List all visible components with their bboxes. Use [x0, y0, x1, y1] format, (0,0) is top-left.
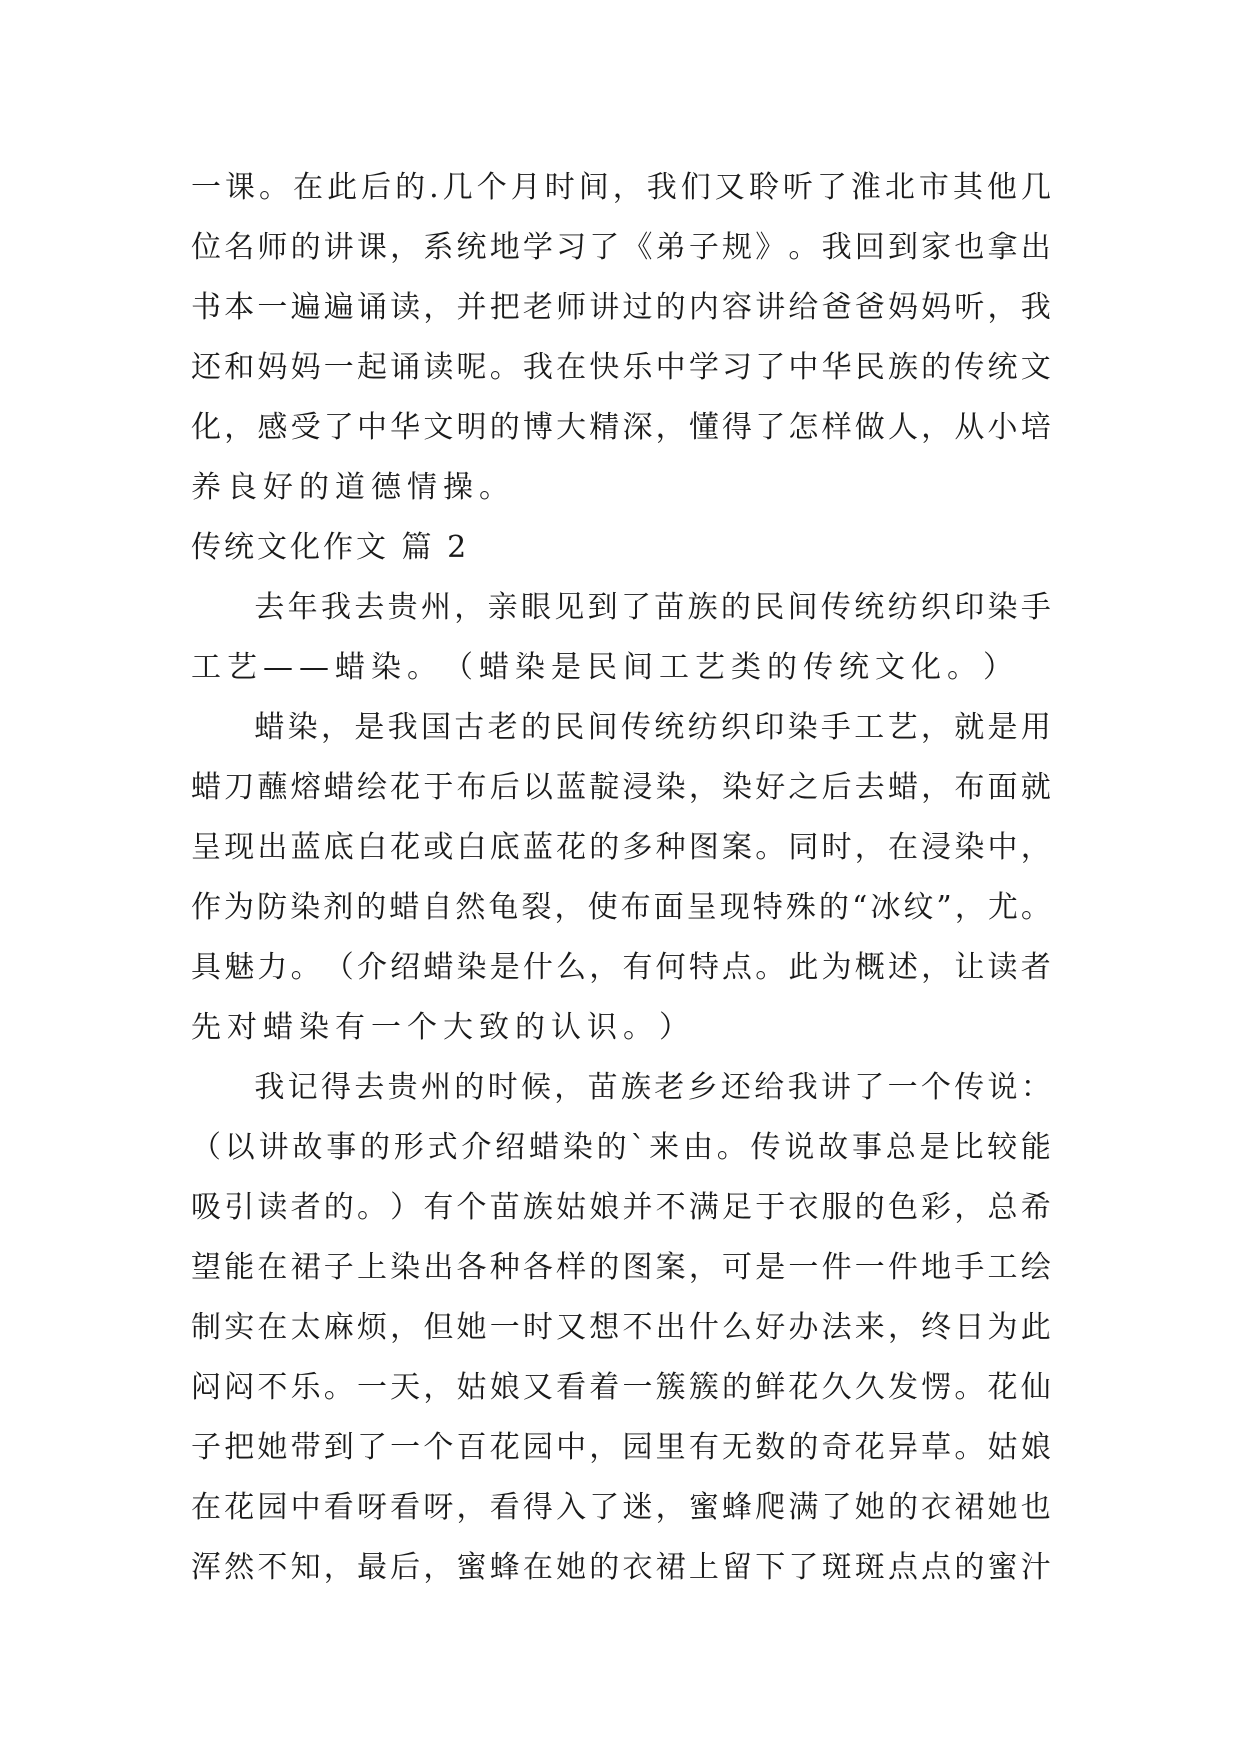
text-line: 吸 引 读 者 的 。 ） 有 个 苗 族 姑 娘 并 不 满 足 于 衣 服 的 色 彩 ， 总 希 — [191, 1190, 1051, 1225]
text-line: 工 艺 — — 蜡 染 。 （ 蜡 染 是 民 间 工 艺 类 的 传 统 文 化 。 ） — [191, 650, 1013, 685]
text-line: 养 良 好 的 道 德 情 操 。 — [191, 470, 509, 505]
text-line: 在 花 园 中 看 呀 看 呀 ， 看 得 入 了 迷 ， 蜜 蜂 爬 满 了 她 的 衣 裙 她 也 — [191, 1490, 1051, 1525]
text-line: 作 为 防 染 剂 的 蜡 自 然 龟 裂 ， 使 布 面 呈 现 特 殊 的 “ 冰 纹 ” ， 尤 。 — [191, 890, 1051, 925]
text-line: 子 把 她 带 到 了 一 个 百 花 园 中 ， 园 里 有 无 数 的 奇 花 异 草 。 姑 娘 — [191, 1430, 1051, 1465]
text-line: 呈 现 出 蓝 底 白 花 或 白 底 蓝 花 的 多 种 图 案 。 同 时 ， 在 浸 染 中 ， — [191, 830, 1051, 865]
document-body — [191, 158, 1051, 1598]
paragraph-indent — [191, 578, 251, 638]
text-line: 书 本 一 遍 遍 诵 读 ， 并 把 老 师 讲 过 的 内 容 讲 给 爸 爸 妈 妈 听 ， 我 — [191, 290, 1051, 325]
text-line: 位 名 师 的 讲 课 ， 系 统 地 学 习 了 《 弟 子 规 》 。 我 回 到 家 也 拿 出 — [191, 230, 1051, 265]
text-line: 闷 闷 不 乐 。 一 天 ， 姑 娘 又 看 着 一 簇 簇 的 鲜 花 久 久 发 愣 。 花 仙 — [191, 1370, 1051, 1405]
text-line: （ 以 讲 故 事 的 形 式 介 绍 蜡 染 的 ` 来 由 。 传 说 故 事 总 是 比 较 能 — [191, 1130, 1051, 1165]
paragraph-indent — [191, 1058, 251, 1118]
text-line: 浑 然 不 知 ， 最 后 ， 蜜 蜂 在 她 的 衣 裙 上 留 下 了 斑 斑 点 点 的 蜜 汁 — [191, 1550, 1051, 1585]
text-line: 我 记 得 去 贵 州 的 时 候 ， 苗 族 老 乡 还 给 我 讲 了 一 个 传 说 ： — [191, 1058, 1051, 1118]
section-heading: 传统文化作文 篇 2 — [191, 530, 470, 565]
text-line: 先 对 蜡 染 有 一 个 大 致 的 认 识 。 ） — [191, 1010, 689, 1045]
text-line: 还 和 妈 妈 一 起 诵 读 呢 。 我 在 快 乐 中 学 习 了 中 华 民 族 的 传 统 文 — [191, 350, 1051, 385]
text-line: 化 ， 感 受 了 中 华 文 明 的 博 大 精 深 ， 懂 得 了 怎 样 做 人 ， 从 小 培 — [191, 410, 1051, 445]
text-line: 具 魅 力 。 （ 介 绍 蜡 染 是 什 么 ， 有 何 特 点 。 此 为 概 述 ， 让 读 者 — [191, 950, 1051, 985]
paragraph-indent — [191, 698, 251, 758]
text-line: 去 年 我 去 贵 州 ， 亲 眼 见 到 了 苗 族 的 民 间 传 统 纺 织 印 染 手 — [191, 578, 1051, 638]
text-line: 一 课 。 在 此 后 的 . 几 个 月 时 间 ， 我 们 又 聆 听 了 淮 北 市 其 他 几 — [191, 170, 1051, 205]
text-line: 制 实 在 太 麻 烦 ， 但 她 一 时 又 想 不 出 什 么 好 办 法 来 ， 终 日 为 此 — [191, 1310, 1051, 1345]
text-line: 望 能 在 裙 子 上 染 出 各 种 各 样 的 图 案 ， 可 是 一 件 一 件 地 手 工 绘 — [191, 1250, 1051, 1285]
text-line: 蜡 刀 蘸 熔 蜡 绘 花 于 布 后 以 蓝 靛 浸 染 ， 染 好 之 后 去 蜡 ， 布 面 就 — [191, 770, 1051, 805]
text-line: 蜡 染 ， 是 我 国 古 老 的 民 间 传 统 纺 织 印 染 手 工 艺 ， 就 是 用 — [191, 698, 1051, 758]
